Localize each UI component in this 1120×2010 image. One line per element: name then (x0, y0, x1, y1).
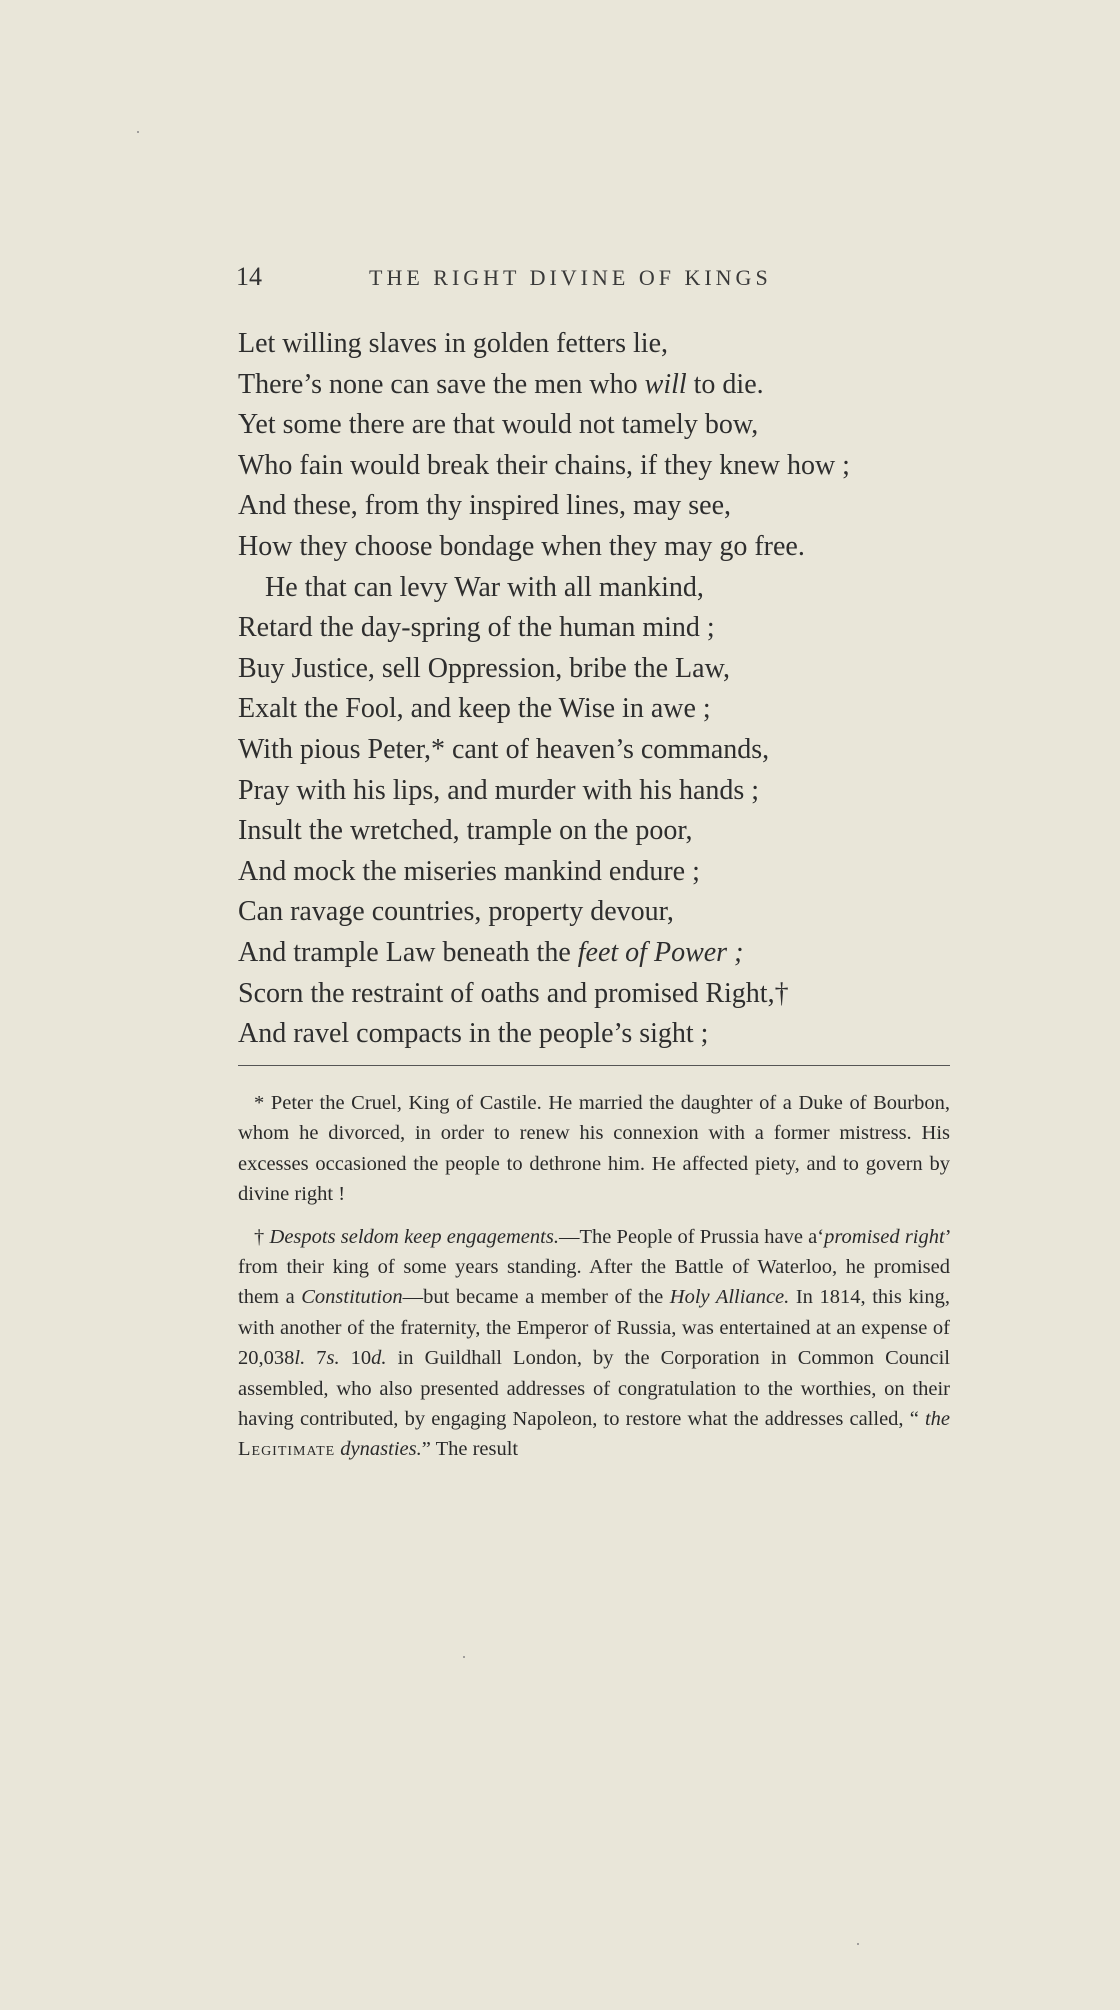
footnotes (238, 1088, 950, 1465)
verse-line: Buy Justice, sell Oppression, bribe the Law, (238, 652, 730, 684)
emphasis: feet of Power ; (577, 936, 744, 968)
verse-line: Exalt the Fool, and keep the Wise in awe ; (238, 693, 711, 725)
verse-line: And mock the miseries mankind endure ; (238, 855, 700, 887)
verse-line: How they choose bondage when they may go free. (238, 530, 805, 562)
verse-line: Retard the day-spring of the human mind ; (238, 612, 715, 644)
verse-line: And these, from thy inspired lines, may see, (238, 490, 732, 522)
paper-speck (463, 1656, 465, 1658)
paper-speck (137, 131, 139, 133)
verse-line: Pray with his lips, and murder with his hands ; (238, 774, 760, 806)
verse-line: Scorn the restraint of oaths and promised Right,† (238, 977, 789, 1009)
footnote-peter: * Peter the Cruel, King of Castile. He married the daughter of a Duke of Bourbon, whom he divorced, in order to renew his connexion with a former mistress. His excesses occasioned the people to dethrone him. He affected piety, and to govern by divine right ! (238, 1092, 950, 1206)
page-number: 14 (236, 262, 262, 291)
footnote-despots: † Despots seldom keep engagements.—The People of Prussia have a‘promised right’ from their king of some years standing. After the Battle of Waterloo, he promised them a Constitution—but became a member of the Holy Alliance. In 1814, this king, with another of the fraternity, the Emperor of Russia, was entertained at an expense of 20,038l. 7s. 10d. in Guildhall London, by the Corporation in Common Council assembled, who also presented addresses of congratulation to the worthies, on their having contributed, by engaging Napoleon, to restore what the addresses called, “ the Legitimate dynasties.” The result (238, 1225, 951, 1461)
verse-line: With pious Peter,* cant of heaven’s commands, (238, 733, 770, 765)
verse-line: Let willing slaves in golden fetters lie, (238, 328, 669, 359)
verse-line: And ravel compacts in the people’s sight ; (238, 1018, 709, 1050)
verse-line: There’s none can save the men who will to die. (238, 368, 764, 400)
emphasis: will (644, 368, 687, 400)
running-head: THE RIGHT DIVINE OF KINGS (369, 265, 772, 290)
verse-line: Yet some there are that would not tamely bow, (238, 409, 759, 441)
verse-line: Who fain would break their chains, if they knew how ; (238, 449, 850, 481)
verse-line: Can ravage countries, property devour, (238, 896, 674, 928)
page-header (236, 262, 826, 294)
verse-block (238, 324, 958, 1055)
verse-line: Insult the wretched, trample on the poor, (238, 815, 693, 847)
paper-speck (857, 1943, 859, 1945)
verse-line: He that can levy War with all mankind, (265, 571, 704, 603)
verse-line: And trample Law beneath the feet of Power ; (238, 936, 744, 968)
footnote-rule (238, 1065, 950, 1066)
